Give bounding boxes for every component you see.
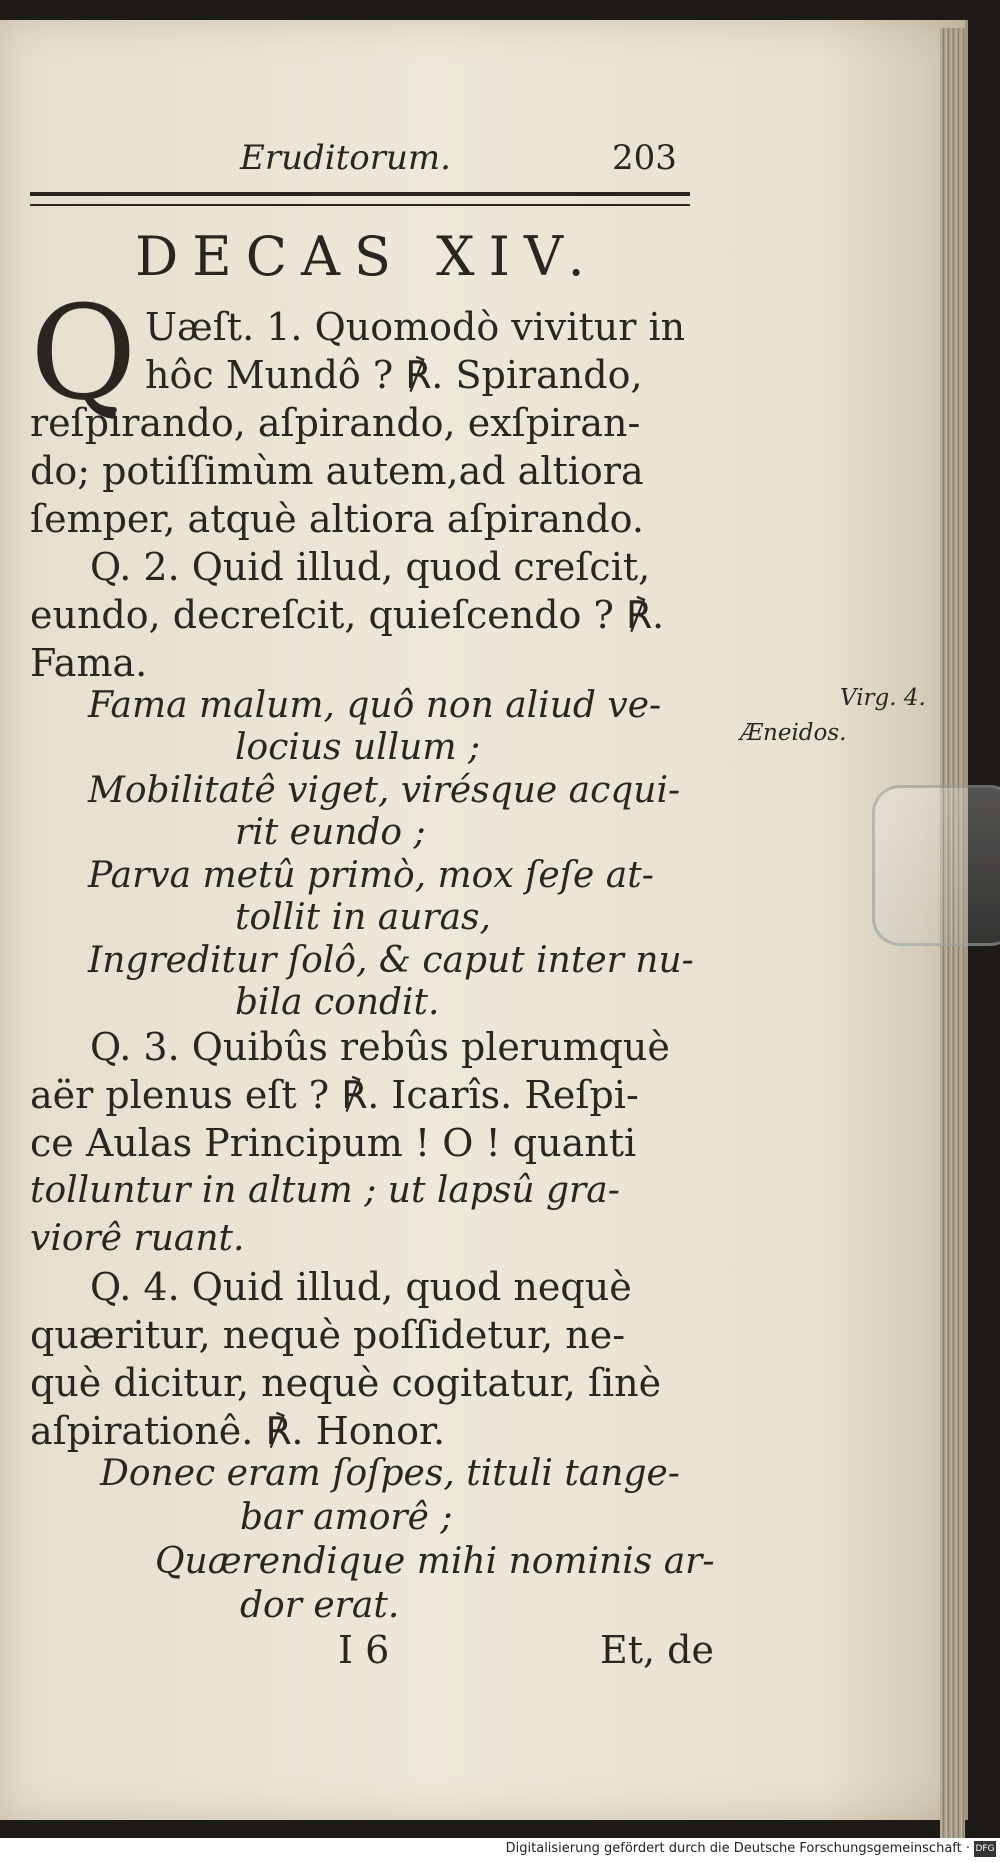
verse-line: locius ullum ; <box>235 727 481 768</box>
verse-line: tollit in auras, <box>235 897 491 938</box>
text-line: Fama. <box>30 641 148 685</box>
text-line: quæritur, nequè poſſidetur, ne- <box>30 1313 626 1357</box>
text-line: viorê ruant. <box>30 1218 245 1259</box>
verse-line: dor erat. <box>240 1585 400 1626</box>
text-line: reſpirando, aſpirando, exſpiran- <box>30 401 641 445</box>
text-line: ſemper, atquè altiora aſpirando. <box>30 497 644 541</box>
running-title: Eruditorum. <box>240 138 451 178</box>
verse-line: bar amorê ; <box>240 1497 453 1538</box>
text-line: aſpirationê. ℟. Honor. <box>30 1409 446 1453</box>
text-line: do; potiſſimùm autem,ad altiora <box>30 449 644 493</box>
margin-note: Æneidos. <box>740 720 847 746</box>
margin-note: Virg. 4. <box>840 685 926 711</box>
signature-mark: I 6 <box>338 1628 390 1672</box>
footer-text: Digitalisierung gefördert durch die Deutsche Forschungsgemeinschaft · <box>505 1841 970 1856</box>
text-line: eundo, decreſcit, quieſcendo ? ℟. <box>30 593 665 637</box>
digitization-footer <box>0 1838 1000 1862</box>
header-rule <box>30 192 690 206</box>
section-title: DECAS XIV. <box>135 225 599 288</box>
page-clip <box>872 785 1000 946</box>
text-line: Q. 3. Quibûs rebûs plerumquè <box>90 1025 670 1069</box>
text-line: aër plenus eſt ? ℟. Icarîs. Reſpi- <box>30 1073 639 1117</box>
verse-line: bila condit. <box>235 982 440 1023</box>
verse-line: Fama malum, quô non aliud ve- <box>88 685 662 726</box>
verse-line: Quærendique mihi nominis ar- <box>155 1541 715 1582</box>
text-line: què dicitur, nequè cogitatur, ſinè <box>30 1361 662 1405</box>
drop-initial: Q <box>30 277 137 429</box>
text-line: hôc Mundô ? ℟. Spirando, <box>145 353 643 397</box>
text-line: Q. 2. Quid illud, quod creſcit, <box>90 545 651 589</box>
text-line: tolluntur in altum ; ut lapsû gra- <box>30 1170 620 1211</box>
text-line: ce Aulas Principum ! O ! quanti <box>30 1121 637 1165</box>
verse-line: Parva metû primò, mox ſeſe at- <box>88 855 654 896</box>
verse-line: Ingreditur ſolô, & caput inter nu- <box>88 940 694 981</box>
page-number: 203 <box>612 138 677 178</box>
verse-line: Mobilitatê viget, virésque acqui- <box>88 770 681 811</box>
verse-line: rit eundo ; <box>235 812 426 853</box>
verse-line: Donec eram ſoſpes, tituli tange- <box>100 1453 680 1494</box>
dfg-logo: DFG <box>974 1841 996 1857</box>
catchword: Et, de <box>600 1628 714 1672</box>
book-page <box>0 20 968 1820</box>
text-line: Q. 4. Quid illud, quod nequè <box>90 1265 632 1309</box>
text-line: Uæſt. 1. Quomodò vivitur in <box>145 305 686 349</box>
